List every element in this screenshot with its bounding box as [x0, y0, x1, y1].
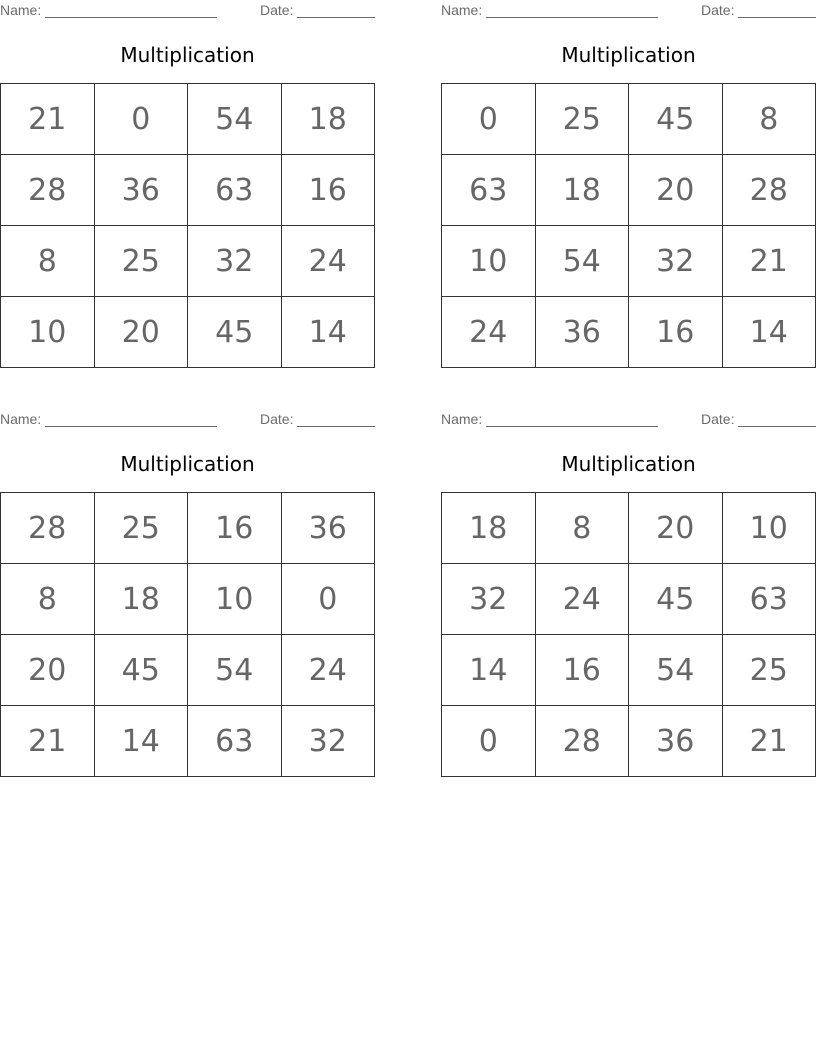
bingo-card — [0, 0, 375, 350]
grid-cell: 24 — [281, 226, 375, 297]
grid-cell: 25 — [722, 635, 816, 706]
grid-row — [442, 706, 816, 777]
grid-cell: 25 — [94, 493, 188, 564]
date-blank-line — [738, 426, 816, 427]
name-date-header — [441, 409, 816, 429]
grid-cell: 63 — [188, 706, 282, 777]
grid-cell: 63 — [442, 155, 536, 226]
grid-cell: 63 — [188, 155, 282, 226]
grid-row — [1, 84, 375, 155]
name-date-header — [0, 0, 375, 20]
grid-row — [1, 226, 375, 297]
name-blank-line — [45, 17, 217, 18]
grid-cell: 32 — [442, 564, 536, 635]
grid-cell: 14 — [442, 635, 536, 706]
date-label: Date: — [701, 2, 735, 18]
grid-cell: 36 — [281, 493, 375, 564]
grid-row — [442, 84, 816, 155]
grid-cell: 10 — [722, 493, 816, 564]
grid-cell: 8 — [535, 493, 629, 564]
number-grid — [0, 83, 375, 368]
grid-cell: 16 — [188, 493, 282, 564]
grid-cell: 14 — [281, 297, 375, 368]
grid-cell: 45 — [629, 564, 723, 635]
grid-cell: 16 — [629, 297, 723, 368]
name-label: Name: — [441, 411, 483, 427]
grid-cell: 10 — [442, 226, 536, 297]
grid-cell: 54 — [535, 226, 629, 297]
date-blank-line — [297, 426, 375, 427]
grid-cell: 10 — [188, 564, 282, 635]
grid-cell: 45 — [188, 297, 282, 368]
grid-row — [442, 297, 816, 368]
grid-cell: 20 — [1, 635, 95, 706]
grid-cell: 54 — [188, 635, 282, 706]
name-label: Name: — [0, 411, 42, 427]
grid-cell: 32 — [188, 226, 282, 297]
grid-cell: 36 — [94, 155, 188, 226]
grid-row — [1, 155, 375, 226]
grid-cell: 32 — [281, 706, 375, 777]
grid-cell: 14 — [94, 706, 188, 777]
grid-cell: 16 — [281, 155, 375, 226]
grid-cell: 25 — [94, 226, 188, 297]
grid-cell: 45 — [94, 635, 188, 706]
date-blank-line — [738, 17, 816, 18]
grid-cell: 0 — [281, 564, 375, 635]
grid-cell: 36 — [629, 706, 723, 777]
grid-cell: 20 — [629, 155, 723, 226]
grid-row — [442, 493, 816, 564]
grid-row — [442, 226, 816, 297]
grid-row — [442, 155, 816, 226]
card-title: Multiplication — [120, 452, 255, 476]
grid-cell: 28 — [722, 155, 816, 226]
grid-row — [1, 635, 375, 706]
grid-cell: 18 — [535, 155, 629, 226]
number-grid — [441, 83, 816, 368]
grid-cell: 54 — [188, 84, 282, 155]
grid-cell: 24 — [442, 297, 536, 368]
grid-cell: 25 — [535, 84, 629, 155]
grid-row — [1, 297, 375, 368]
grid-cell: 18 — [442, 493, 536, 564]
name-label: Name: — [0, 2, 42, 18]
grid-cell: 24 — [535, 564, 629, 635]
grid-cell: 0 — [94, 84, 188, 155]
grid-cell: 0 — [442, 706, 536, 777]
date-label: Date: — [260, 411, 294, 427]
date-label: Date: — [701, 411, 735, 427]
grid-cell: 14 — [722, 297, 816, 368]
card-title: Multiplication — [561, 452, 696, 476]
number-grid — [441, 492, 816, 777]
grid-cell: 10 — [1, 297, 95, 368]
name-blank-line — [486, 17, 658, 18]
name-blank-line — [486, 426, 658, 427]
grid-cell: 21 — [722, 226, 816, 297]
grid-cell: 36 — [535, 297, 629, 368]
grid-row — [442, 635, 816, 706]
grid-cell: 24 — [281, 635, 375, 706]
grid-cell: 0 — [442, 84, 536, 155]
bingo-card — [441, 409, 816, 759]
grid-row — [1, 706, 375, 777]
grid-cell: 32 — [629, 226, 723, 297]
grid-cell: 21 — [1, 84, 95, 155]
grid-cell: 45 — [629, 84, 723, 155]
grid-cell: 8 — [722, 84, 816, 155]
grid-cell: 54 — [629, 635, 723, 706]
grid-cell: 28 — [1, 493, 95, 564]
date-blank-line — [297, 17, 375, 18]
grid-cell: 18 — [94, 564, 188, 635]
grid-cell: 28 — [1, 155, 95, 226]
name-date-header — [441, 0, 816, 20]
date-label: Date: — [260, 2, 294, 18]
grid-row — [442, 564, 816, 635]
card-title: Multiplication — [120, 43, 255, 67]
bingo-card — [0, 409, 375, 759]
grid-cell: 16 — [535, 635, 629, 706]
name-blank-line — [45, 426, 217, 427]
grid-cell: 18 — [281, 84, 375, 155]
grid-cell: 20 — [629, 493, 723, 564]
card-title: Multiplication — [561, 43, 696, 67]
grid-row — [1, 493, 375, 564]
grid-cell: 8 — [1, 564, 95, 635]
number-grid — [0, 492, 375, 777]
bingo-card — [441, 0, 816, 350]
grid-cell: 8 — [1, 226, 95, 297]
name-date-header — [0, 409, 375, 429]
grid-cell: 63 — [722, 564, 816, 635]
grid-cell: 20 — [94, 297, 188, 368]
grid-cell: 21 — [1, 706, 95, 777]
grid-cell: 21 — [722, 706, 816, 777]
grid-row — [1, 564, 375, 635]
grid-cell: 28 — [535, 706, 629, 777]
name-label: Name: — [441, 2, 483, 18]
